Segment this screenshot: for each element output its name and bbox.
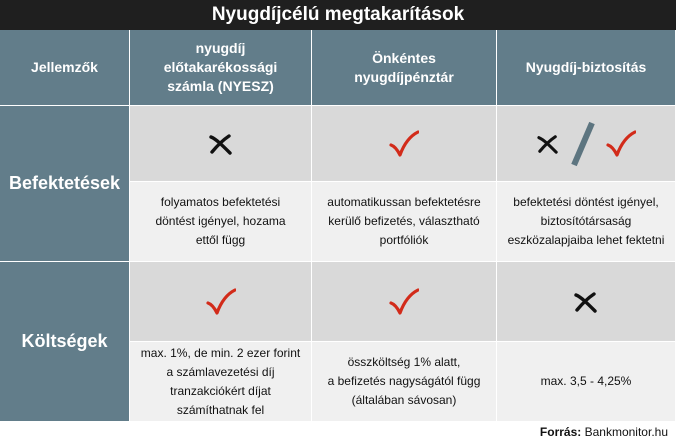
header-pension-insurance: Nyugdíj-biztosítás xyxy=(497,30,676,106)
source-value: Bankmonitor.hu xyxy=(584,425,668,439)
text-line: döntést igényel, hozama xyxy=(155,214,286,228)
text-line: max. 1%, de min. 2 ezer forint xyxy=(140,345,301,360)
header-nyesz-line2: előtakarékossági xyxy=(163,59,278,75)
text-line: biztosítótársaság xyxy=(540,214,632,228)
cross-icon xyxy=(208,133,234,155)
investments-nyesz-text xyxy=(130,182,312,262)
investments-insurance-text xyxy=(497,182,676,262)
investments-insurance-icon-cell xyxy=(497,106,676,182)
text-line: folyamatos befektetési xyxy=(160,195,281,209)
source-credit xyxy=(540,425,668,439)
cross-icon xyxy=(536,134,560,154)
text-line: összköltség 1% alatt, xyxy=(347,355,461,369)
costs-insurance-icon-cell xyxy=(497,262,676,342)
text-line: portfóliók xyxy=(379,233,429,247)
text-line: kerülő befizetés, választható xyxy=(328,214,480,228)
text-line: tranzakciókért díjat xyxy=(170,383,271,398)
row-label-costs: Költségek xyxy=(0,262,130,422)
comparison-table xyxy=(0,30,676,422)
text-line: max. 3,5 - 4,25% xyxy=(540,374,632,388)
header-nyesz-line1: nyugdíj xyxy=(195,40,246,56)
investments-fund-text xyxy=(312,182,497,262)
header-nyesz-line3: számla (NYESZ) xyxy=(167,78,274,94)
check-icon xyxy=(389,288,419,316)
source-label: Forrás: xyxy=(539,425,582,439)
check-icon xyxy=(389,130,419,158)
cross-icon xyxy=(573,291,599,313)
text-line: automatikussan befektetésre xyxy=(327,195,481,209)
text-line: (általában sávosan) xyxy=(351,393,457,407)
header-nyesz xyxy=(130,30,312,106)
text-line: ettől függ xyxy=(195,233,246,247)
header-pension-fund-line2: nyugdíjpénztár xyxy=(354,68,454,85)
text-line: a befizetés nagyságától függ xyxy=(327,374,481,388)
text-line: eszközalapjaiba lehet fektetni xyxy=(507,233,665,247)
investments-nyesz-icon-cell xyxy=(130,106,312,182)
page-title: Nyugdíjcélú megtakarítások xyxy=(0,0,676,30)
costs-fund-text xyxy=(312,342,497,422)
check-icon xyxy=(606,130,636,158)
header-features: Jellemzők xyxy=(0,30,130,106)
slash-divider-icon xyxy=(570,121,596,167)
costs-nyesz-text xyxy=(130,342,312,422)
header-pension-fund xyxy=(312,30,497,106)
costs-fund-icon-cell xyxy=(312,262,497,342)
text-line: a számlavezetési díj xyxy=(166,364,275,379)
costs-insurance-text xyxy=(497,342,676,422)
text-line: befektetési döntést igényel, xyxy=(513,195,659,209)
header-pension-fund-line1: Önkéntes xyxy=(372,49,436,66)
check-icon xyxy=(206,288,236,316)
investments-fund-icon-cell xyxy=(312,106,497,182)
text-line: számíthatnak fel xyxy=(176,402,265,417)
row-label-investments: Befektetések xyxy=(0,106,130,262)
costs-nyesz-icon-cell xyxy=(130,262,312,342)
